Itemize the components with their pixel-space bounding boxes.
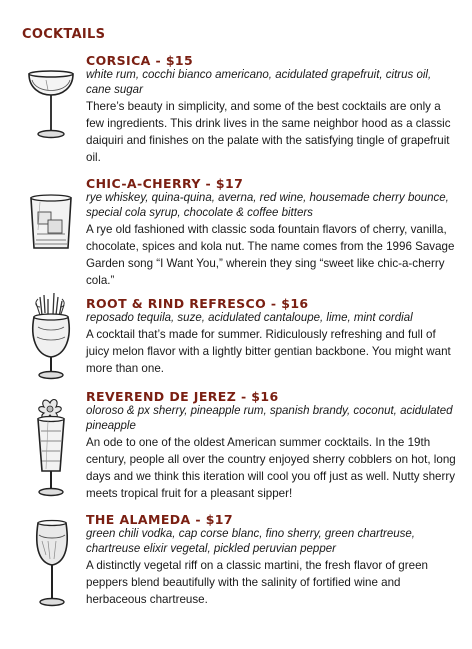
drink-ingredients: rye whiskey, quina-quina, averna, red wine, housemade cherry bounce, special cola syrup, chocolate & coffee bitters xyxy=(86,192,449,219)
drink-name: REVEREND DE JEREZ - $16 xyxy=(86,389,279,404)
drink-chic-a-cherry xyxy=(86,176,458,289)
drink-ingredients: oloroso & px sherry, pineapple rum, spanish brandy, coconut, acidulated pineapple xyxy=(86,405,453,432)
drink-name: ROOT & RIND REFRESCO - $16 xyxy=(86,296,309,311)
drink-the-alameda xyxy=(86,512,458,608)
drink-root-and-rind-refresco xyxy=(86,296,458,377)
garnished-goblet-icon xyxy=(26,293,76,383)
drink-corsica xyxy=(86,53,458,166)
drink-description: A distinctly vegetal riff on a classic martini, the fresh flavor of green peppers blend beautifully with the salinity of fortified wine and herbaceous chartreuse. xyxy=(86,559,428,606)
wine-glass-icon xyxy=(32,519,72,611)
drink-ingredients: reposado tequila, suze, acidulated cantaloupe, lime, mint cordial xyxy=(86,312,413,324)
rocks-glass-icon xyxy=(28,194,74,252)
drink-name: THE ALAMEDA - $17 xyxy=(86,512,234,527)
tall-cobbler-glass-icon xyxy=(26,397,76,501)
coupe-glass-icon xyxy=(26,68,76,146)
drink-ingredients: white rum, cocchi bianco americano, acidulated grapefruit, citrus oil, cane sugar xyxy=(86,69,432,96)
drink-description: A cocktail that’s made for summer. Ridiculously refreshing and full of juicy melon flavor with a lightly bitter gentian backbone. You might want more than one. xyxy=(86,328,451,375)
drink-ingredients: green chili vodka, cap corse blanc, fino sherry, green chartreuse, chartreuse elixir vegetal, pickled peruvian pepper xyxy=(86,528,415,555)
drink-description: There’s beauty in simplicity, and some of the best cocktails are only a few ingredients. This drink lives in the same neighbor hood as a classic daiquiri and finishes on the palate with the satisfying tingle of grapefruit oil. xyxy=(86,100,451,164)
drink-description: An ode to one of the oldest American summer cocktails. In the 19th century, people all over the country enjoyed sherry cobblers on hot, long days and we think this iteration will cool you off just as well. Nutty sherry meets tropical fruit for a pleasant sipper! xyxy=(86,436,456,500)
drink-name: CHIC-A-CHERRY - $17 xyxy=(86,176,244,191)
drink-description: A rye old fashioned with classic soda fountain flavors of cherry, vanilla, chocolate, spices and kola nut. The name comes from the 1996 Savage Garden song “I Want You,” wherein they sing “sweet like chic-a-cherry cola.” xyxy=(86,223,455,287)
section-title: COCKTAILS xyxy=(22,27,106,42)
drink-name: CORSICA - $15 xyxy=(86,53,194,68)
drink-reverend-de-jerez xyxy=(86,389,458,502)
